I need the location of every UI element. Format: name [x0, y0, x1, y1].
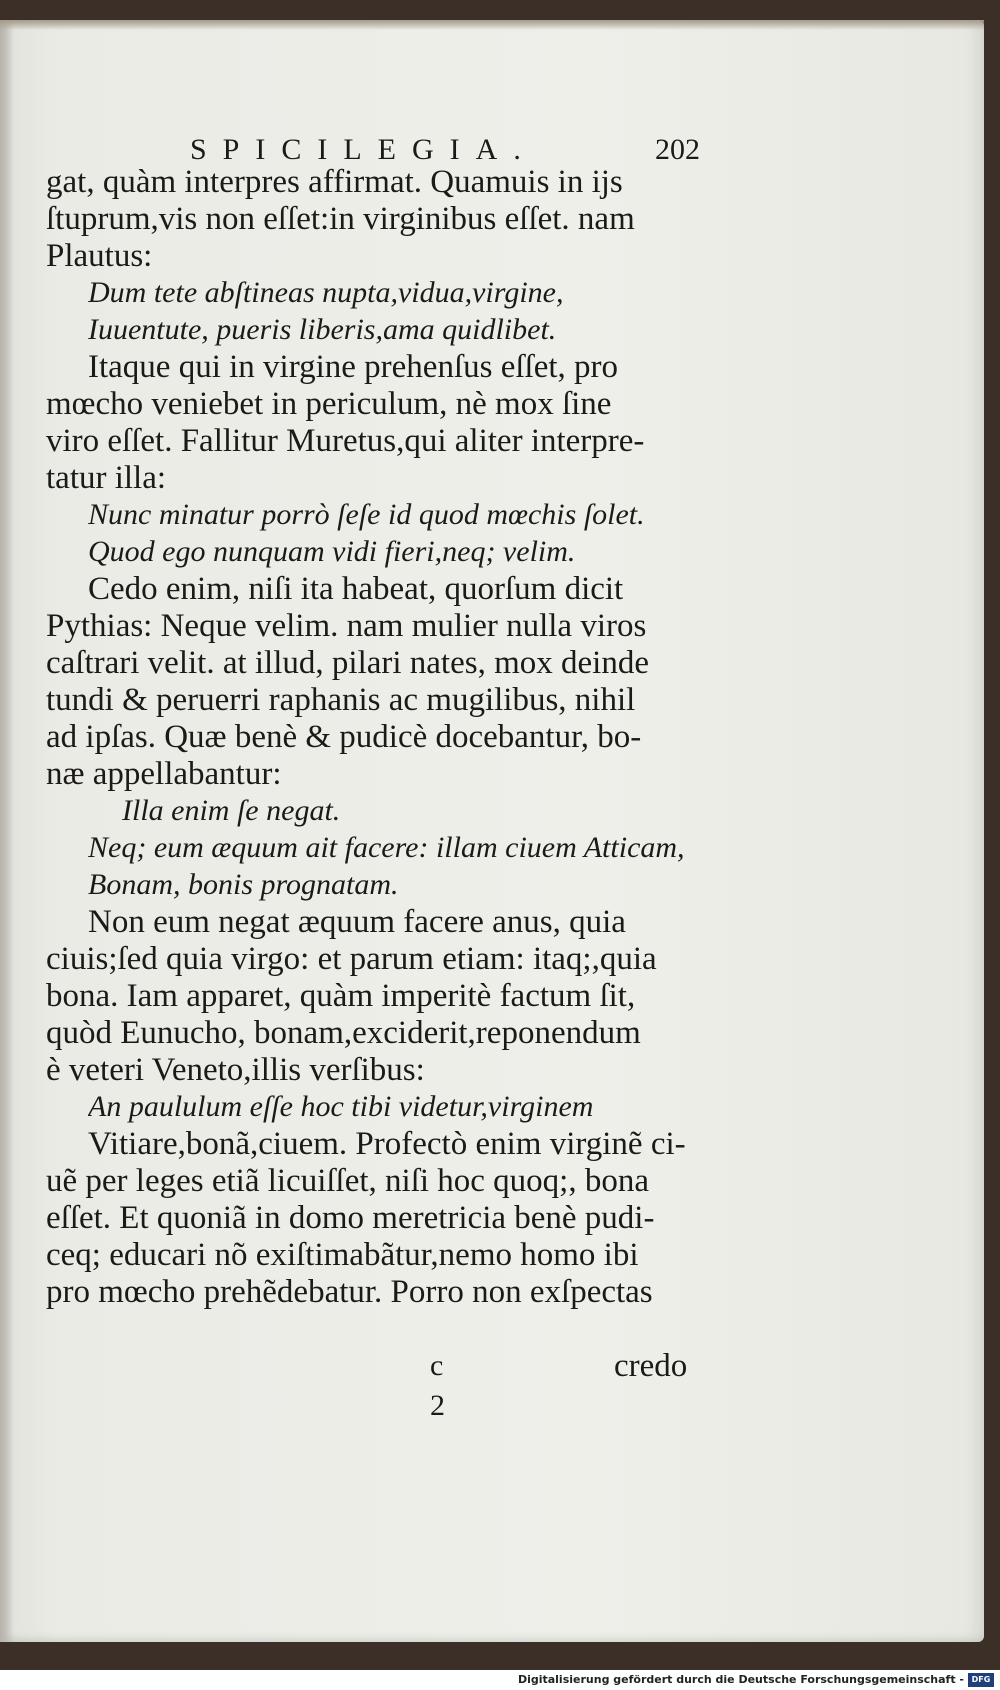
text-line: Pythias: Neque velim. nam mulier nulla viros [46, 608, 647, 644]
text-line: tatur illa: [46, 460, 167, 496]
text-line: Plautus: [46, 238, 153, 274]
verse-line: Illa enim ſe negat. [122, 794, 341, 827]
text-line: ad ipſas. Quæ benè & pudicè docebantur, bo- [46, 719, 642, 755]
text-line: uẽ per leges etiã licuiſſet, niſi hoc quoq;, bona [46, 1163, 649, 1199]
catchword: credo [614, 1348, 688, 1384]
text-line: Non eum negat æquum facere anus, quia [88, 904, 626, 940]
verse-line: Bonam, bonis prognatam. [88, 868, 399, 901]
text-line: è veteri Veneto,illis verſibus: [46, 1052, 425, 1088]
text-line: ceq; educari nõ exiſtimabãtur,nemo homo ibi [46, 1237, 639, 1273]
verse-line: An paululum eſſe hoc tibi videtur,virginem [88, 1090, 594, 1123]
text-line: tundi & peruerri raphanis ac mugilibus, nihil [46, 682, 636, 718]
page-number: 202 [655, 133, 700, 166]
text-line: caſtrari velit. at illud, pilari nates, mox deinde [46, 645, 649, 681]
text-line: gat, quàm interpres affirmat. Quamuis in ijs [46, 164, 623, 200]
text-line: quòd Eunucho, bonam,exciderit,reponendum [46, 1015, 641, 1051]
text-line: eſſet. Et quoniã in domo meretricia benè pudi- [46, 1200, 655, 1236]
text-line: mœcho veniebet in periculum, nè mox ſine [46, 386, 612, 422]
text-line: Vitiare,bonã,ciuem. Profectò enim virginẽ ci- [88, 1126, 686, 1162]
verse-line: Nunc minatur porrò ſeſe id quod mœchis ſolet. [88, 498, 645, 531]
verse-line: Iuuentute, pueris liberis,ama quidlibet. [88, 313, 557, 346]
text-line: pro mœcho prehẽdebatur. Porro non exſpectas [46, 1274, 653, 1310]
text-line: Cedo enim, niſi ita habeat, quorſum dicit [88, 571, 624, 607]
verse-line: Neq; eum æquum ait facere: illam ciuem Atticam, [88, 831, 685, 864]
text-line: ciuis;ſed quia virgo: et parum etiam: itaq;,quia [46, 941, 657, 977]
signature-mark: c 2 [430, 1349, 467, 1422]
verse-line: Quod ego nunquam vidi fieri,neq; velim. [88, 535, 576, 568]
text-line: næ appellabantur: [46, 756, 282, 792]
book-page [0, 20, 984, 1642]
text-line: viro eſſet. Fallitur Muretus,qui aliter interpre- [46, 423, 645, 459]
text-line: Itaque qui in virgine prehenſus eſſet, pro [88, 349, 618, 385]
running-title: SPICILEGIA. [190, 133, 537, 166]
dfg-logo: DFG [968, 1673, 994, 1687]
verse-line: Dum tete abſtineas nupta,vidua,virgine, [88, 276, 564, 309]
text-line: bona. Iam apparet, quàm imperitè factum ſit, [46, 978, 636, 1014]
funding-credit: Digitalisierung gefördert durch die Deutsche Forschungsgemeinschaft - [517, 1673, 964, 1686]
text-line: ſtuprum,vis non eſſet:in virginibus eſſet. nam [46, 201, 635, 237]
digitization-footer [0, 1670, 1000, 1690]
